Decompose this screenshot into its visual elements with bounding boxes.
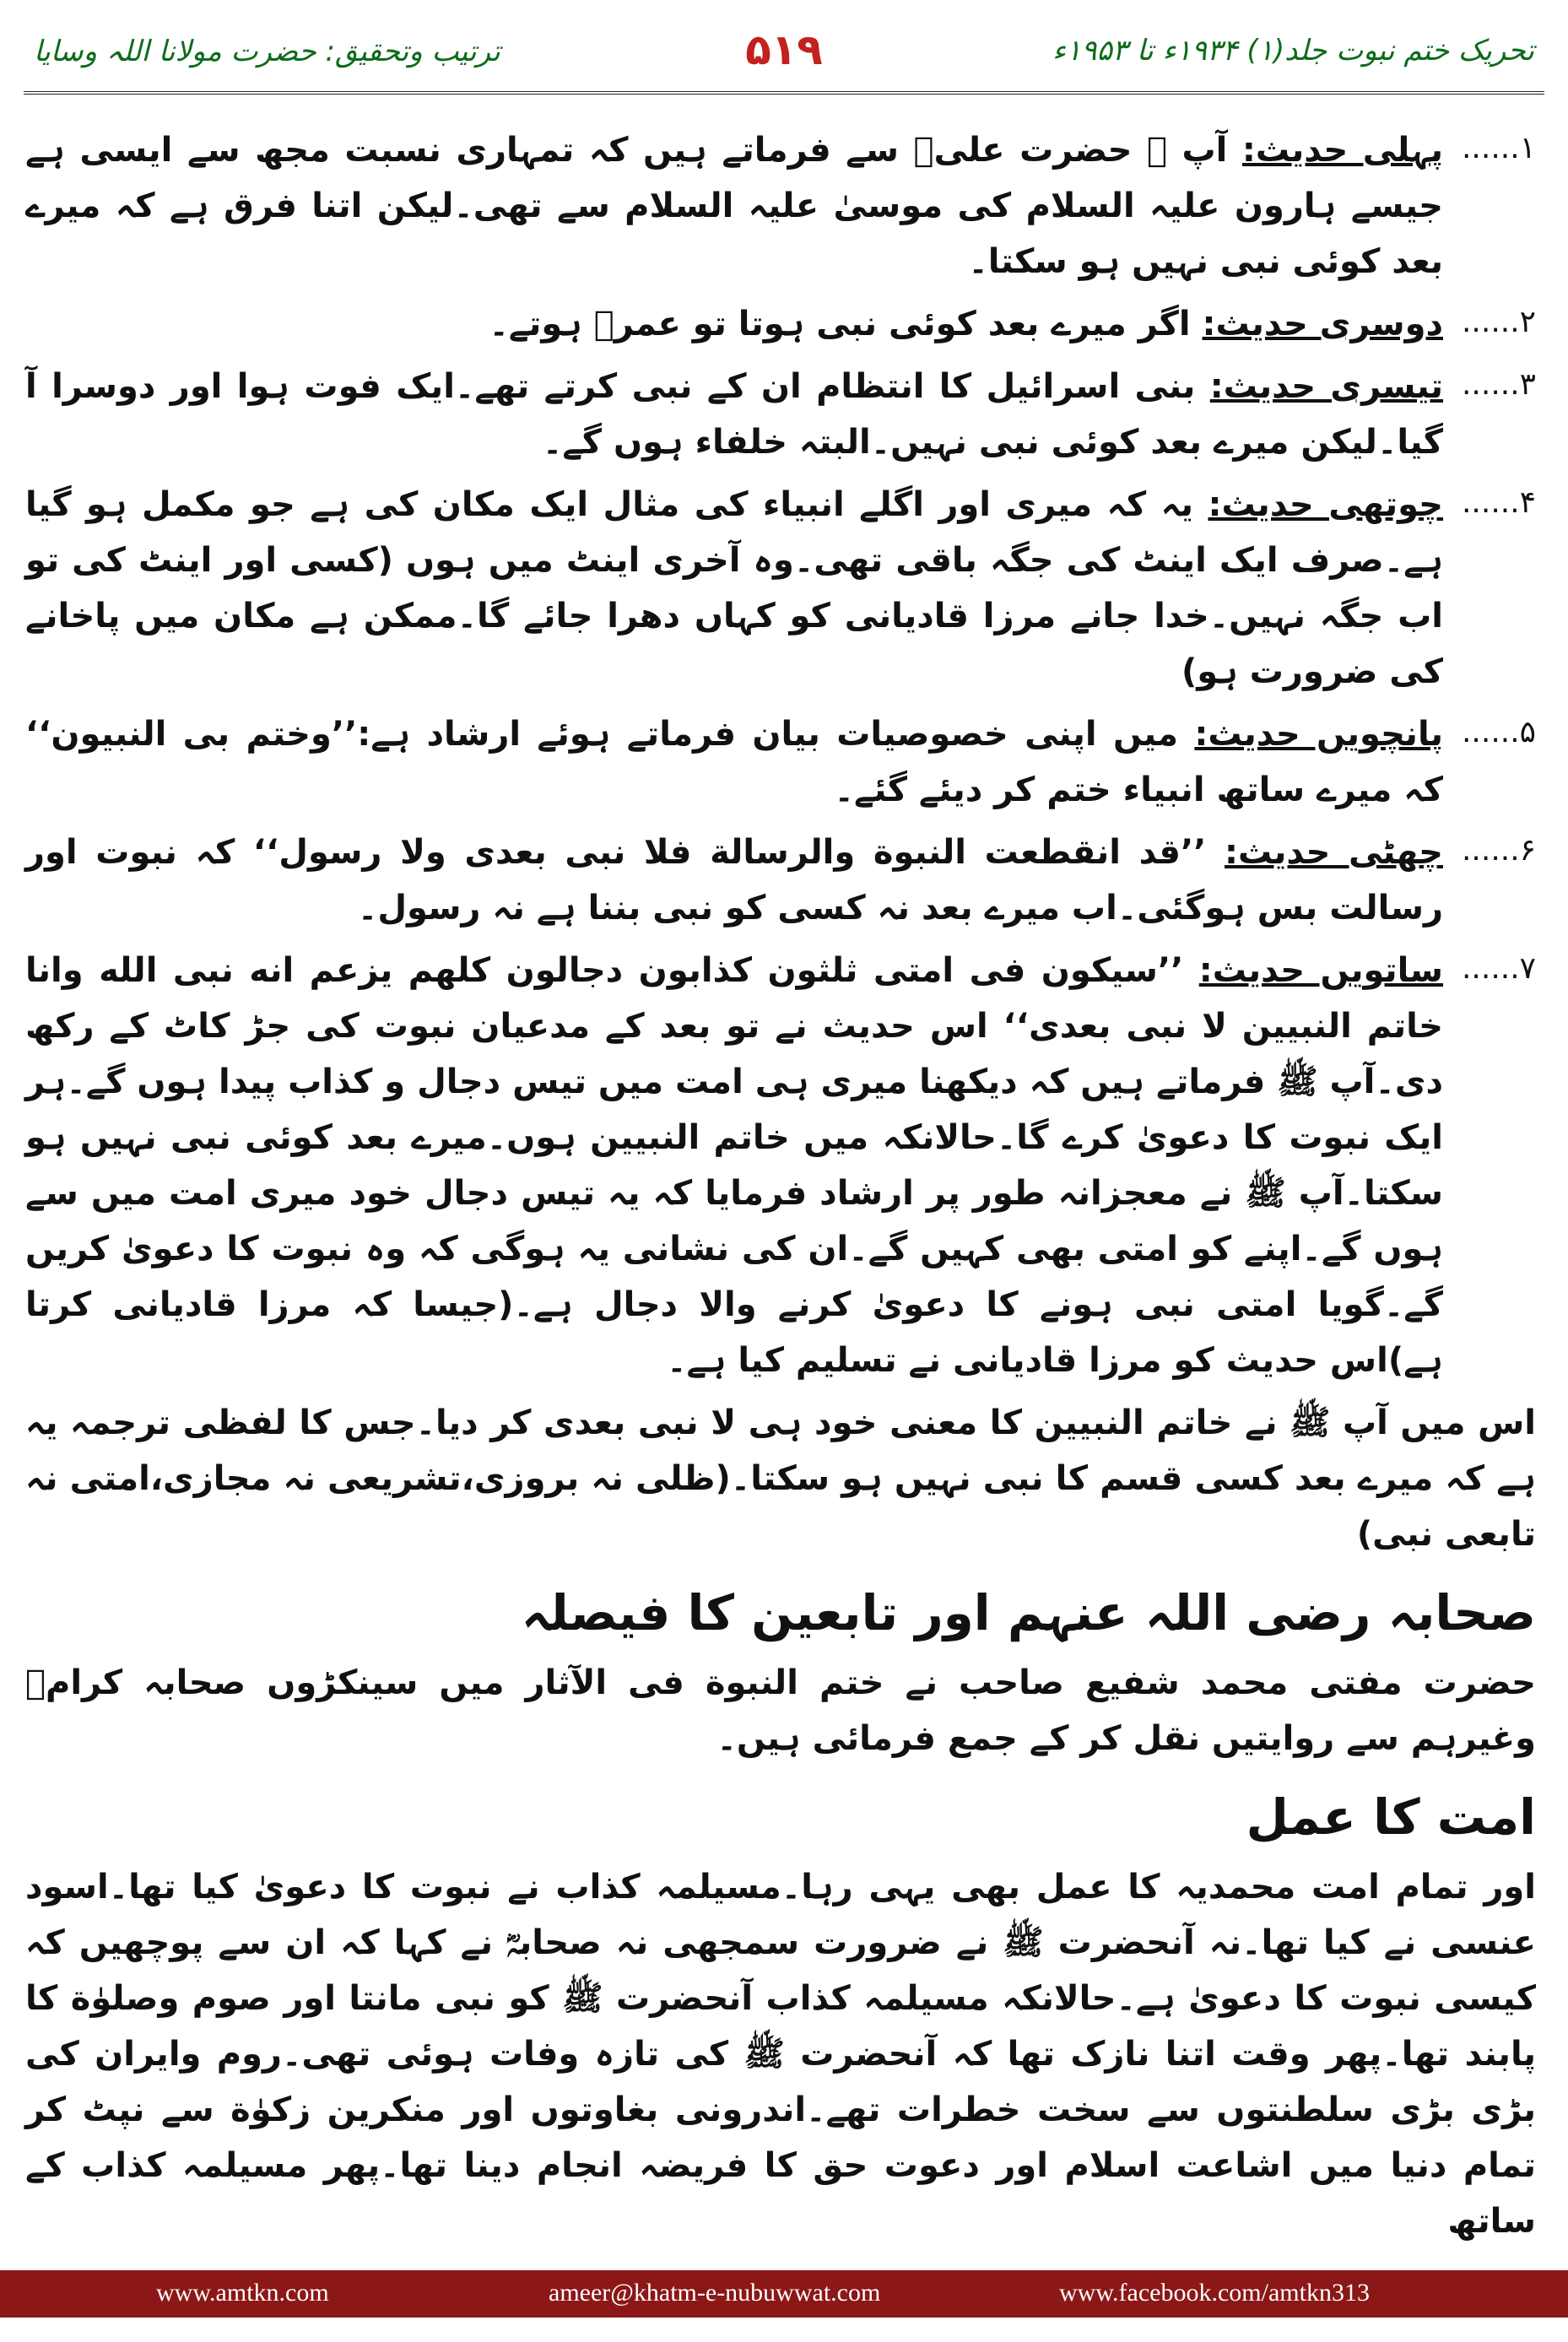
hadith-item-2	[25, 296, 1536, 352]
item-text: آپ ﷺ حضرت علیؓ سے فرماتے ہیں کہ تمہاری نسبت مجھ سے ایسی ہے جیسے ہارون علیہ السلام کی موسیٰ علیہ السلام سے تھی۔لیکن اتنا فرق ہے کہ میرے بعد کوئی نبی نہیں ہو سکتا۔	[25, 131, 1443, 281]
page-footer	[0, 2270, 1568, 2318]
item-number: ۵......	[1461, 715, 1536, 749]
hadith-item-4	[25, 477, 1536, 700]
section-heading-ummah: امت کا عمل	[1246, 1788, 1536, 1846]
item-text: یہ کہ میری اور اگلے انبیاء کی مثال ایک مکان کی ہے جو مکمل ہو گیا ہے۔صرف ایک اینٹ کی جگہ باقی تھی۔وہ آخری اینٹ میں ہوں (کسی اور اینٹ کی تو اب جگہ نہیں۔خدا جانے مرزا قادیانی کو کہاں دھرا جائے گا۔ممکن ہے مکان میں پاخانے کی ضرورت ہو)	[25, 485, 1443, 691]
email-link[interactable]: ameer@khatm-e-nubuwwat.com	[549, 2279, 881, 2307]
item-label: دوسری حدیث:	[1202, 305, 1443, 343]
item-label: چوتھی حدیث:	[1208, 485, 1443, 524]
editor-credit: ترتیب وتحقیق: حضرت مولانا اللہ وسایا	[34, 35, 500, 68]
section-paragraph-companions: حضرت مفتی محمد شفیع صاحب نے ختم النبوة فی الآثار میں سینکڑوں صحابہ کرامؓ وغیرہم سے روایتیں نقل کر کے جمع فرمائی ہیں۔	[25, 1663, 1536, 1758]
hadith-item-3	[25, 359, 1536, 470]
section-paragraph-ummah: اور تمام امت محمدیہ کا عمل بھی یہی رہا۔مسیلمہ کذاب نے نبوت کا دعویٰ کیا تھا۔اسود عنسی نے کیا تھا۔نہ آنحضرت ﷺ نے ضرورت سمجھی نہ صحابہؓ نے کہا کہ ان سے پوچھیں کہ کیسی نبوت کا دعویٰ ہے۔حالانکہ مسیلمہ کذاب آنحضرت ﷺ کو نبی مانتا اور صوم وصلوٰة کا پابند تھا۔پھر وقت اتنا نازک تھا کہ آنحضرت ﷺ کی تازہ وفات ہوئی تھی۔روم وایران کی بڑی بڑی سلطنتوں سے سخت خطرات تھے۔اندرونی بغاوتوں اور منکرین زکوٰة سے نپٹ کر تمام دنیا میں اشاعت اسلام اور دعوت حق کا فریضہ انجام دینا تھا۔پھر مسیلمہ کذاب کے ساتھ	[25, 1868, 1536, 2241]
item-number: ۳......	[1461, 367, 1536, 402]
hadith-item-5	[25, 706, 1536, 818]
item-text: بنی اسرائیل کا انتظام ان کے نبی کرتے تھے۔ایک فوت ہوا اور دوسرا آ گیا۔لیکن میرے بعد کوئی نبی نہیں۔البتہ خلفاء ہوں گے۔	[25, 367, 1443, 462]
item-number: ۱......	[1461, 131, 1536, 165]
hadith-item-6	[25, 825, 1536, 936]
item-number: ۶......	[1461, 833, 1536, 868]
item-label: ساتویں حدیث:	[1198, 951, 1444, 990]
website-link[interactable]: www.amtkn.com	[156, 2279, 329, 2307]
page-number: ۵۱۹	[745, 25, 823, 74]
section-heading-companions: صحابہ رضی اللہ عنہم اور تابعین کا فیصلہ	[521, 1584, 1536, 1642]
page-body	[25, 122, 1536, 2241]
item-number: ۴......	[1461, 485, 1536, 520]
item-text: اگر میرے بعد کوئی نبی ہوتا تو عمرؓ ہوتے۔	[489, 305, 1203, 343]
item-label: پانچویں حدیث:	[1194, 715, 1443, 754]
book-title: تحریک ختم نبوت جلد(۱) ۱۹۳۴ء تا ۱۹۵۳ء	[1052, 34, 1534, 68]
item-text: میں اپنی خصوصیات بیان فرماتے ہوئے ارشاد ہے:’’وختم بی النبیون‘‘ کہ میرے ساتھ انبیاء ختم کر دیئے گئے۔	[25, 715, 1443, 809]
item-label: چھٹی حدیث:	[1225, 833, 1443, 872]
header-divider	[24, 91, 1544, 95]
item-label: تیسری حدیث:	[1209, 367, 1443, 406]
item-number: ۷......	[1461, 951, 1536, 986]
facebook-link[interactable]: www.facebook.com/amtkn313	[1059, 2279, 1370, 2307]
conclusion-paragraph: اس میں آپ ﷺ نے خاتم النبیین کا معنی خود ہی لا نبی بعدی کر دیا۔جس کا لفظی ترجمہ یہ ہے کہ میرے بعد کسی قسم کا نبی نہیں ہو سکتا۔(ظلی نہ بروزی،تشریعی نہ مجازی،امتی نہ تابعی نبی)	[25, 1404, 1536, 1554]
item-text: ’’سیکون فی امتی ثلثون کذابون دجالون کلهم یزعم انه نبی الله وانا خاتم النبیین لا نبی بعدی‘‘ اس حدیث نے تو بعد کے مدعیان نبوت کی جڑ کاٹ کے رکھ دی۔آپ ﷺ فرماتے ہیں کہ دیکھنا میری ہی امت میں تیس دجال و کذاب پیدا ہوں گے۔ہر ایک نبوت کا دعویٰ کرے گا۔حالانکہ میں خاتم النبیین ہوں۔میرے بعد کوئی نبی نہیں ہو سکتا۔آپ ﷺ نے معجزانہ طور پر ارشاد فرمایا کہ یہ تیس دجال خود میری امت میں سے ہوں گے۔اپنے کو امتی بھی کہیں گے۔ان کی نشانی یہ ہوگی کہ وہ نبوت کا دعویٰ کریں گے۔گویا امتی نبی ہونے کا دعویٰ کرنے والا دجال ہے۔(جیسا کہ مرزا قادیانی کرتا ہے)اس حدیث کو مرزا قادیانی نے تسلیم کیا ہے۔	[25, 951, 1443, 1380]
item-number: ۲......	[1461, 305, 1536, 339]
page-header	[34, 25, 1534, 84]
item-text: ’’قد انقطعت النبوة والرسالة فلا نبی بعدی ولا رسول‘‘ کہ نبوت اور رسالت بس ہوگئی۔اب میرے بعد نہ کسی کو نبی بننا ہے نہ رسول۔	[25, 833, 1443, 928]
hadith-item-7	[25, 943, 1536, 1388]
hadith-item-1	[25, 122, 1536, 289]
item-label: پہلی حدیث:	[1241, 131, 1443, 170]
